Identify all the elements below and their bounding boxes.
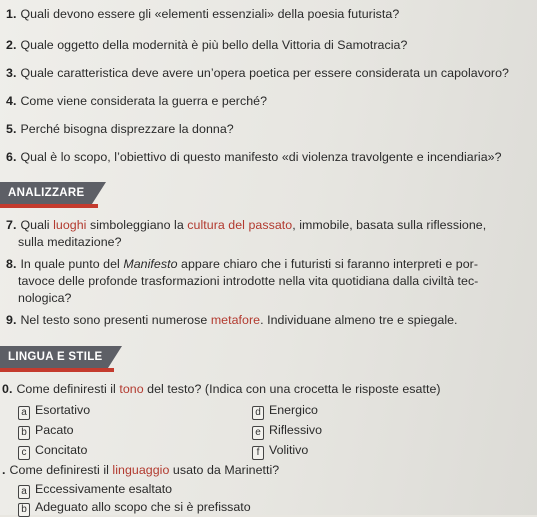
question-text: Quali devono essere gli «elementi essenziali» della poesia futurista? (20, 7, 400, 21)
question-10 (2, 381, 441, 398)
question-number: . (2, 463, 6, 477)
option-checkbox[interactable] (18, 499, 251, 517)
question-11 (2, 462, 279, 479)
option-checkbox[interactable] (18, 422, 74, 440)
question-text: simboleggiano la (86, 218, 188, 232)
question-number: 2. (6, 38, 17, 52)
question-text: usato da Marinetti? (169, 463, 280, 477)
option-checkbox[interactable] (18, 402, 90, 420)
question-8-line-2 (18, 273, 478, 290)
option-label: Volitivo (269, 443, 309, 457)
question-1 (6, 6, 399, 23)
option-label: Adeguato allo scopo che si è prefissato (35, 500, 251, 514)
option-letter-box[interactable]: d (252, 406, 264, 420)
question-number: 1. (6, 7, 17, 21)
question-text: del testo? (Indica con una crocetta le risposte esatte) (143, 382, 441, 396)
question-number: 4. (6, 94, 17, 108)
question-number: 7. (6, 218, 17, 232)
question-text: Qual è lo scopo, l’obiettivo di questo manifesto «di violenza travolgente e incendiaria»? (20, 150, 502, 164)
option-label: Riflessivo (269, 423, 323, 437)
question-text: , immobile, basata sulla riflessione, (292, 218, 487, 232)
highlighted-term: tono (119, 382, 144, 396)
question-text: sulla meditazione? (18, 235, 122, 249)
question-number: 8. (6, 257, 17, 271)
question-9 (6, 312, 458, 329)
highlighted-term: cultura del passato (187, 218, 293, 232)
question-text: . Individuane almeno tre e spiegale. (260, 313, 458, 327)
option-letter-box[interactable]: a (18, 406, 30, 420)
question-5 (6, 121, 234, 138)
question-text: Come definiresti il (16, 382, 120, 396)
italic-title: Manifesto (123, 257, 178, 271)
option-letter-box[interactable]: f (252, 446, 264, 460)
option-label: Esortativo (35, 403, 91, 417)
question-text: Perché bisogna disprezzare la donna? (20, 122, 234, 136)
option-letter-box[interactable]: b (18, 426, 30, 440)
highlighted-term: linguaggio (112, 463, 170, 477)
question-text: Come viene considerata la guerra e perché? (20, 94, 268, 108)
option-label: Concitato (35, 443, 88, 457)
question-text: appare chiaro che i futuristi si faranno interpreti e por- (177, 257, 479, 271)
section-ribbon (0, 368, 114, 372)
section-banner-lingua-e-stile (0, 346, 108, 368)
question-8 (6, 256, 478, 273)
question-number: 6. (6, 150, 17, 164)
question-text: tavoce delle profonde trasformazioni introdotte nella vita quotidiana dalla civiltà tec- (18, 274, 479, 288)
option-checkbox[interactable] (18, 481, 172, 499)
section-ribbon (0, 204, 98, 208)
question-text: nologica? (18, 291, 72, 305)
question-number: 3. (6, 66, 17, 80)
question-text: In quale punto del (20, 257, 124, 271)
question-text: Quale oggetto della modernità è più bello della Vittoria di Samotracia? (20, 38, 408, 52)
highlighted-term: luoghi (53, 218, 87, 232)
option-letter-box[interactable]: b (18, 503, 30, 517)
question-7 (6, 217, 486, 234)
option-letter-box[interactable]: e (252, 426, 264, 440)
question-7-line-2 (18, 234, 122, 251)
section-title: LINGUA E STILE (8, 351, 103, 363)
question-number: 0. (2, 382, 13, 396)
question-text: Nel testo sono presenti numerose (20, 313, 211, 327)
question-text: Quale caratteristica deve avere un’opera poetica per essere considerata un capolavoro? (20, 66, 509, 80)
question-2 (6, 37, 407, 54)
option-checkbox[interactable] (252, 402, 318, 420)
question-number: 5. (6, 122, 17, 136)
option-checkbox[interactable] (252, 442, 308, 460)
question-8-line-3 (18, 290, 72, 307)
option-letter-box[interactable]: a (18, 485, 30, 499)
question-4 (6, 93, 267, 110)
question-text: Quali (20, 218, 54, 232)
section-title: ANALIZZARE (8, 187, 85, 199)
option-checkbox[interactable] (252, 422, 322, 440)
question-6 (6, 149, 502, 166)
section-banner-analizzare (0, 182, 92, 204)
question-text: Come definiresti il (9, 463, 113, 477)
question-number: 9. (6, 313, 17, 327)
option-label: Eccessivamente esaltato (35, 482, 173, 496)
highlighted-term: metafore (210, 313, 261, 327)
option-label: Pacato (35, 423, 74, 437)
option-label: Energico (269, 403, 318, 417)
option-letter-box[interactable]: c (18, 446, 30, 460)
question-3 (6, 65, 509, 82)
option-checkbox[interactable] (18, 442, 87, 460)
